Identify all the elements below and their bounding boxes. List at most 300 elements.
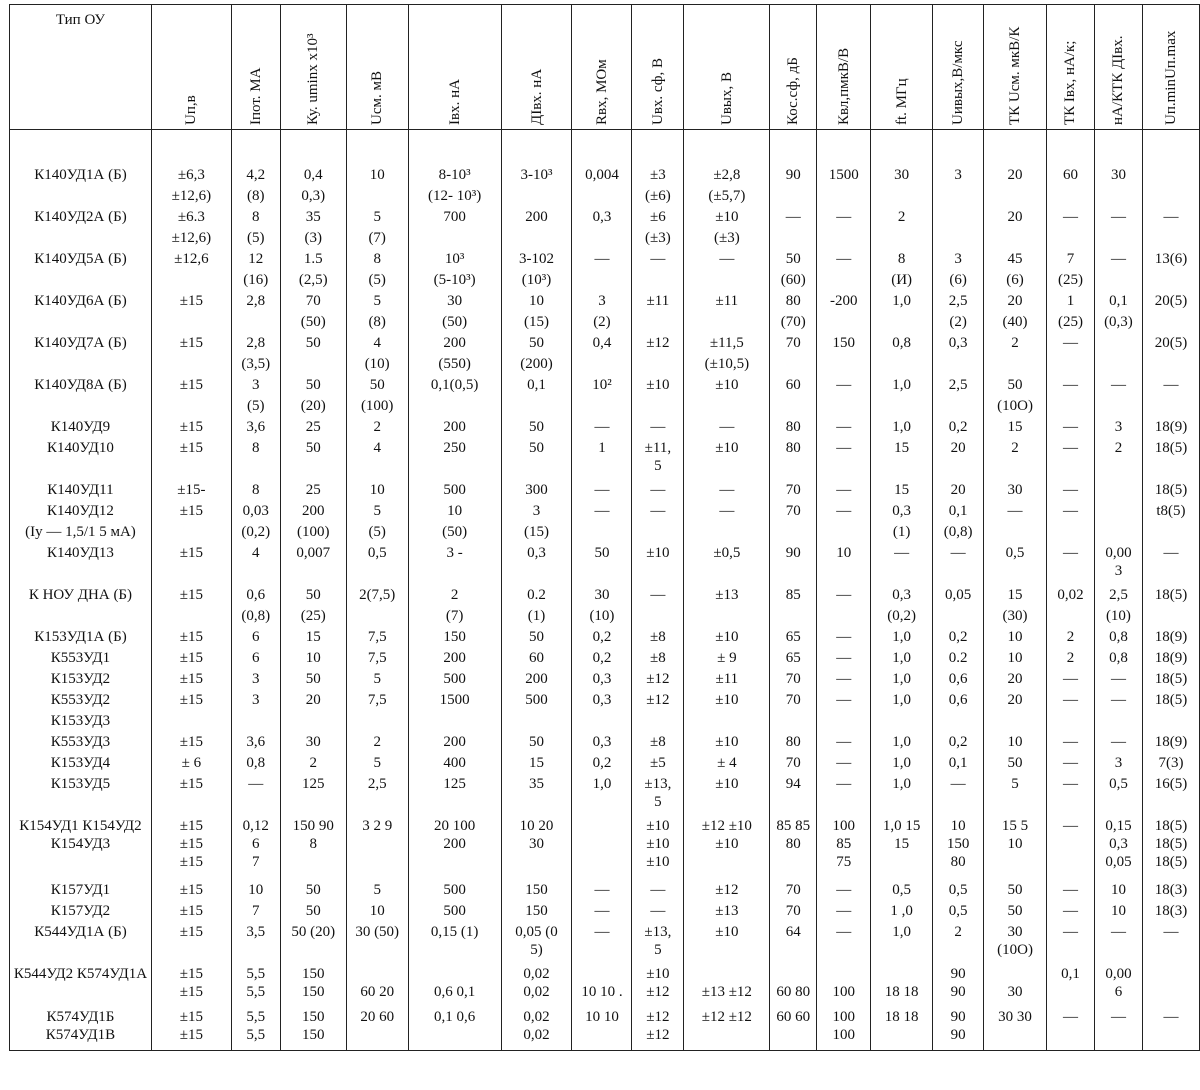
table-cell: 30 30 <box>984 1006 1047 1051</box>
op-amp-parameters-table <box>9 4 1200 1051</box>
table-cell <box>572 227 632 248</box>
table-cell <box>572 521 632 542</box>
table-cell <box>1142 710 1199 731</box>
table-cell <box>151 269 231 290</box>
table-cell <box>572 269 632 290</box>
table-row <box>10 416 1200 437</box>
column-header-label: нА/КТК ДIвх. <box>1110 35 1127 125</box>
op-amp-type-cell <box>10 185 152 206</box>
table-cell: (1) <box>501 605 572 626</box>
table-cell: (6) <box>984 269 1047 290</box>
table-cell <box>1094 332 1142 353</box>
table-cell: 18(5) <box>1142 668 1199 689</box>
table-cell <box>501 395 572 416</box>
table-cell: — <box>1047 773 1095 815</box>
table-cell <box>1094 500 1142 521</box>
table-cell: ±15 <box>151 437 231 479</box>
table-cell <box>572 353 632 374</box>
table-cell <box>501 185 572 206</box>
table-cell <box>1142 311 1199 332</box>
table-cell: (5-10³) <box>408 269 501 290</box>
op-amp-type-cell: К140УД13 <box>10 542 152 584</box>
table-cell <box>684 395 770 416</box>
table-cell: ±15 <box>151 879 231 900</box>
table-cell: ±15- <box>151 479 231 500</box>
table-cell: (0,2) <box>871 605 933 626</box>
column-header-label: ТК Uсм. мкВ/К <box>1007 26 1024 125</box>
table-cell <box>871 185 933 206</box>
table-cell: 1,0 <box>871 668 933 689</box>
table-cell: ±11 <box>684 668 770 689</box>
table-cell: 30 <box>984 963 1047 1006</box>
table-cell <box>632 395 684 416</box>
table-cell <box>1142 164 1199 185</box>
table-cell: 10 <box>408 500 501 521</box>
op-amp-type-cell: К153УД5 <box>10 773 152 815</box>
table-cell: 15 <box>984 584 1047 605</box>
table-cell: 30 (50) <box>346 921 408 963</box>
table-cell: 2 <box>871 206 933 227</box>
table-cell: 50 <box>984 374 1047 395</box>
table-cell: ±11, 5 <box>632 437 684 479</box>
table-cell: 1,0 15 15 <box>871 815 933 879</box>
table-row <box>10 500 1200 521</box>
column-header <box>1094 5 1142 130</box>
table-cell: 5 <box>346 668 408 689</box>
table-cell: 0,8 <box>871 332 933 353</box>
table-cell: (550) <box>408 353 501 374</box>
table-cell: 1,0 <box>871 689 933 710</box>
table-cell: ±15 <box>151 773 231 815</box>
table-cell <box>1094 710 1142 731</box>
table-cell: 0,3) <box>280 185 346 206</box>
table-cell: — <box>1094 668 1142 689</box>
table-cell: 80 <box>770 416 817 437</box>
table-cell: (15) <box>501 311 572 332</box>
table-cell: — <box>817 206 871 227</box>
op-amp-type-cell: (Iу — 1,5/1 5 мА) <box>10 521 152 542</box>
table-cell: ±6.3 <box>151 206 231 227</box>
table-cell: ±3 <box>632 164 684 185</box>
table-cell: — <box>1047 374 1095 395</box>
table-cell: (3,5) <box>231 353 280 374</box>
table-cell: — <box>817 773 871 815</box>
table-cell: 20 <box>280 689 346 710</box>
table-row <box>10 773 1200 815</box>
table-cell: — <box>1047 437 1095 479</box>
table-cell: 45 <box>984 248 1047 269</box>
table-cell <box>501 227 572 248</box>
table-cell: 3,6 <box>231 416 280 437</box>
table-cell: ±12 <box>684 879 770 900</box>
table-cell: 50 <box>280 437 346 479</box>
table-cell: ±10 <box>632 542 684 584</box>
table-cell: — <box>1094 374 1142 395</box>
op-amp-type-cell: К140УД7А (Б) <box>10 332 152 353</box>
op-amp-type-cell: К153УД1А (Б) <box>10 626 152 647</box>
table-cell: 1500 <box>408 689 501 710</box>
table-cell: 8 <box>231 479 280 500</box>
table-cell: — <box>1094 206 1142 227</box>
table-cell: (100) <box>346 395 408 416</box>
table-cell <box>1094 227 1142 248</box>
table-cell: (2) <box>933 311 984 332</box>
table-cell <box>817 605 871 626</box>
table-cell: 5 <box>346 206 408 227</box>
table-cell <box>817 311 871 332</box>
table-cell: (±5,7) <box>684 185 770 206</box>
table-cell <box>984 227 1047 248</box>
table-cell: (5) <box>346 521 408 542</box>
table-cell: ±12 <box>632 668 684 689</box>
table-cell: 0,6 <box>231 584 280 605</box>
table-cell <box>770 710 817 731</box>
table-cell: — <box>817 689 871 710</box>
table-cell <box>1094 353 1142 374</box>
column-header <box>871 5 933 130</box>
column-header-label: Квл,пмкВ/В <box>835 47 852 125</box>
table-cell: ±10 ±10 ±10 <box>632 815 684 879</box>
op-amp-type-cell: К553УД1 <box>10 647 152 668</box>
table-cell: — <box>1047 416 1095 437</box>
table-cell: 70 <box>770 900 817 921</box>
table-cell: ± 9 <box>684 647 770 668</box>
table-cell: 50 <box>501 626 572 647</box>
table-cell <box>871 353 933 374</box>
table-cell: 7 <box>1047 248 1095 269</box>
table-cell: 50 (20) <box>280 921 346 963</box>
table-cell <box>1094 269 1142 290</box>
table-cell: 15 <box>280 626 346 647</box>
table-cell: 1,0 <box>871 752 933 773</box>
table-cell: (5) <box>231 395 280 416</box>
column-header <box>231 5 280 130</box>
table-cell: 100 85 75 <box>817 815 871 879</box>
table-cell: 2,5 <box>933 290 984 311</box>
table-cell <box>1142 185 1199 206</box>
op-amp-type-cell: К154УД1 К154УД2 К154УД3 <box>10 815 152 879</box>
table-cell: — <box>770 206 817 227</box>
table-cell <box>632 521 684 542</box>
table-cell <box>1047 710 1095 731</box>
table-cell: (10) <box>572 605 632 626</box>
table-cell: 18 18 <box>871 1006 933 1051</box>
table-cell: 50 <box>770 248 817 269</box>
table-row <box>10 395 1200 416</box>
table-cell: 15 <box>984 416 1047 437</box>
table-cell: ±13 ±12 <box>684 963 770 1006</box>
table-cell: 200 <box>501 668 572 689</box>
table-cell: 50 <box>501 332 572 353</box>
table-row <box>10 227 1200 248</box>
table-cell: 0,6 0,1 <box>408 963 501 1006</box>
table-cell: 10 <box>1094 900 1142 921</box>
table-row <box>10 900 1200 921</box>
op-amp-type-cell: К544УД2 К574УД1А <box>10 963 152 1006</box>
table-cell: (1) <box>871 521 933 542</box>
table-cell: 20 60 <box>346 1006 408 1051</box>
table-cell: 13(6) <box>1142 248 1199 269</box>
table-cell: (50) <box>408 311 501 332</box>
table-cell: — <box>817 731 871 752</box>
table-cell: 50 <box>984 900 1047 921</box>
table-cell: 50 <box>501 731 572 752</box>
table-cell <box>231 710 280 731</box>
table-cell: 10 10 <box>572 1006 632 1051</box>
table-cell: (25) <box>280 605 346 626</box>
table-cell: 0,5 <box>984 542 1047 584</box>
table-row <box>10 668 1200 689</box>
op-amp-type-cell: К544УД1А (Б) <box>10 921 152 963</box>
table-cell: 70 <box>770 752 817 773</box>
table-cell: 20 <box>984 206 1047 227</box>
table-cell: 3 - <box>408 542 501 584</box>
table-cell: 150 150 <box>280 963 346 1006</box>
table-cell <box>684 605 770 626</box>
table-cell: 2 <box>984 332 1047 353</box>
table-row <box>10 164 1200 185</box>
table-cell: 0,6 <box>933 668 984 689</box>
table-cell <box>684 710 770 731</box>
table-cell: 25 <box>280 479 346 500</box>
table-cell: ± 4 <box>684 752 770 773</box>
column-header <box>280 5 346 130</box>
table-cell: ±10 <box>684 921 770 963</box>
table-cell: 60 60 <box>770 1006 817 1051</box>
table-cell: — <box>1047 1006 1095 1051</box>
table-cell: 0,1 <box>1047 963 1095 1006</box>
table-cell: 3 <box>1094 752 1142 773</box>
table-cell: 7,5 <box>346 689 408 710</box>
op-amp-type-cell <box>10 269 152 290</box>
table-cell: 1 <box>572 437 632 479</box>
table-cell: 0,5 <box>871 879 933 900</box>
column-header <box>770 5 817 130</box>
table-cell: 2,5 <box>346 773 408 815</box>
table-cell <box>984 710 1047 731</box>
column-header <box>1047 5 1095 130</box>
table-cell: 6 <box>231 647 280 668</box>
table-cell: 0,00 3 <box>1094 542 1142 584</box>
table-cell <box>933 605 984 626</box>
table-cell: 0,2 <box>933 626 984 647</box>
table-cell: 5,5 5,5 <box>231 1006 280 1051</box>
table-cell: ±12 ±12 <box>684 1006 770 1051</box>
table-cell <box>684 269 770 290</box>
table-cell: (7) <box>346 227 408 248</box>
table-cell: 50 <box>984 752 1047 773</box>
table-cell: 3-10³ <box>501 164 572 185</box>
table-cell: 8-10³ <box>408 164 501 185</box>
table-cell: 0,8 <box>1094 626 1142 647</box>
table-cell: 200 <box>501 206 572 227</box>
op-amp-type-cell: К НОУ ДНА (Б) <box>10 584 152 605</box>
table-cell <box>572 185 632 206</box>
table-cell: (8) <box>346 311 408 332</box>
table-cell: 25 <box>280 416 346 437</box>
table-cell: 200 <box>280 500 346 521</box>
column-header <box>933 5 984 130</box>
table-cell: 94 <box>770 773 817 815</box>
table-cell: 0,5 <box>1094 773 1142 815</box>
table-cell: ±15 <box>151 542 231 584</box>
table-cell: 50 <box>280 332 346 353</box>
table-cell: 60 <box>770 374 817 395</box>
table-cell <box>1142 605 1199 626</box>
table-cell: — <box>684 416 770 437</box>
table-row <box>10 542 1200 584</box>
table-cell: 0,3 <box>501 542 572 584</box>
table-cell: — <box>817 479 871 500</box>
table-cell: 3 <box>933 164 984 185</box>
table-cell: ±15 <box>151 290 231 311</box>
table-cell: 10³ <box>408 248 501 269</box>
table-cell: (15) <box>501 521 572 542</box>
table-cell <box>346 185 408 206</box>
spacer-cell <box>1047 130 1095 165</box>
table-row <box>10 479 1200 500</box>
table-cell: ±12 <box>632 332 684 353</box>
table-cell: ±10 ±12 <box>632 963 684 1006</box>
table-cell: 80 <box>770 290 817 311</box>
table-cell <box>280 353 346 374</box>
table-cell <box>817 710 871 731</box>
table-cell: 0,3 <box>871 500 933 521</box>
table-cell: 50 <box>280 584 346 605</box>
table-cell: 0,15 0,3 0,05 <box>1094 815 1142 879</box>
table-cell: 7,5 <box>346 626 408 647</box>
table-cell: 60 20 <box>346 963 408 1006</box>
table-cell: 50 <box>280 668 346 689</box>
table-row <box>10 647 1200 668</box>
table-cell: 0,05 (0 5) <box>501 921 572 963</box>
table-cell: 18(5) 18(5) 18(5) <box>1142 815 1199 879</box>
table-cell: 30 <box>408 290 501 311</box>
table-cell <box>933 353 984 374</box>
op-amp-type-cell: К140УД1А (Б) <box>10 164 152 185</box>
table-cell: 0,00 6 <box>1094 963 1142 1006</box>
table-cell: — <box>817 668 871 689</box>
table-cell: 5 <box>984 773 1047 815</box>
table-cell: — <box>1047 206 1095 227</box>
table-cell: ±10 <box>684 437 770 479</box>
table-cell: — <box>572 921 632 963</box>
table-cell: 0,12 6 7 <box>231 815 280 879</box>
table-row <box>10 290 1200 311</box>
table-cell <box>572 710 632 731</box>
table-cell <box>632 311 684 332</box>
table-cell: — <box>632 500 684 521</box>
table-cell: ±10 <box>632 374 684 395</box>
table-cell: 20 100 200 <box>408 815 501 879</box>
spacer-cell <box>871 130 933 165</box>
table-cell: — <box>1047 689 1095 710</box>
table-cell: — <box>817 921 871 963</box>
table-cell <box>770 605 817 626</box>
table-cell: 10 <box>984 647 1047 668</box>
table-cell <box>770 521 817 542</box>
table-cell <box>572 815 632 879</box>
table-cell: 2 <box>346 731 408 752</box>
table-cell: 0,02 0,02 <box>501 1006 572 1051</box>
table-cell: 250 <box>408 437 501 479</box>
table-cell: (0,3) <box>1094 311 1142 332</box>
table-cell: — <box>572 479 632 500</box>
table-row <box>10 437 1200 479</box>
table-cell: 18(3) <box>1142 879 1199 900</box>
table-cell: — <box>1094 1006 1142 1051</box>
table-cell: 10 <box>501 290 572 311</box>
table-cell: 3 <box>231 689 280 710</box>
table-cell: ±13 <box>684 900 770 921</box>
column-header-label: ДIвх. нА <box>528 68 545 125</box>
table-cell: 500 <box>501 689 572 710</box>
table-cell: ±13, 5 <box>632 921 684 963</box>
spacer-cell <box>1094 130 1142 165</box>
table-row <box>10 332 1200 353</box>
table-cell <box>984 353 1047 374</box>
table-cell: ±11 <box>632 290 684 311</box>
table-cell: 2 <box>346 416 408 437</box>
table-row <box>10 353 1200 374</box>
column-header-label: Uп.minUп.max <box>1162 30 1179 125</box>
table-cell: 2 <box>933 921 984 963</box>
table-cell: 6 <box>231 626 280 647</box>
table-cell <box>770 353 817 374</box>
table-cell: 0,2 <box>933 416 984 437</box>
table-cell: — <box>632 900 684 921</box>
table-cell: 30 <box>871 164 933 185</box>
column-header-label: Iпот. МА <box>247 67 264 125</box>
table-cell: — <box>572 500 632 521</box>
table-cell: ±15 ±15 <box>151 1006 231 1051</box>
table-cell: ±15 ±15 <box>151 963 231 1006</box>
table-cell: 4 <box>346 332 408 353</box>
column-header-label: Uвх. сф, В <box>649 58 666 125</box>
table-cell: 3 <box>572 290 632 311</box>
table-row <box>10 752 1200 773</box>
table-cell <box>1142 521 1199 542</box>
table-cell: ±12,6) <box>151 185 231 206</box>
table-cell: ±8 <box>632 731 684 752</box>
column-header-label: Uсм. мВ <box>369 71 386 125</box>
table-cell: 0.2 <box>933 647 984 668</box>
table-cell: 85 85 80 <box>770 815 817 879</box>
op-amp-type-cell: К140УД9 <box>10 416 152 437</box>
op-amp-type-cell: К153УД2 <box>10 668 152 689</box>
table-cell: ±6 <box>632 206 684 227</box>
table-cell: ±8 <box>632 647 684 668</box>
table-cell: ±15 <box>151 647 231 668</box>
table-cell: 100 <box>817 963 871 1006</box>
spacer-cell <box>817 130 871 165</box>
table-cell: — <box>933 773 984 815</box>
table-cell: ±10 <box>684 626 770 647</box>
table-cell: 1,0 <box>871 626 933 647</box>
table-cell: 50 <box>280 374 346 395</box>
table-cell: ±11 <box>684 290 770 311</box>
table-cell <box>933 206 984 227</box>
table-cell <box>933 227 984 248</box>
table-cell <box>817 227 871 248</box>
table-cell: 150 150 <box>280 1006 346 1051</box>
table-cell: 500 <box>408 900 501 921</box>
table-cell: 0,3 <box>572 668 632 689</box>
op-amp-type-cell: К153УД4 <box>10 752 152 773</box>
column-header-label: Rвх, МОм <box>593 59 610 125</box>
op-amp-type-cell <box>10 353 152 374</box>
table-cell: 2 <box>984 437 1047 479</box>
